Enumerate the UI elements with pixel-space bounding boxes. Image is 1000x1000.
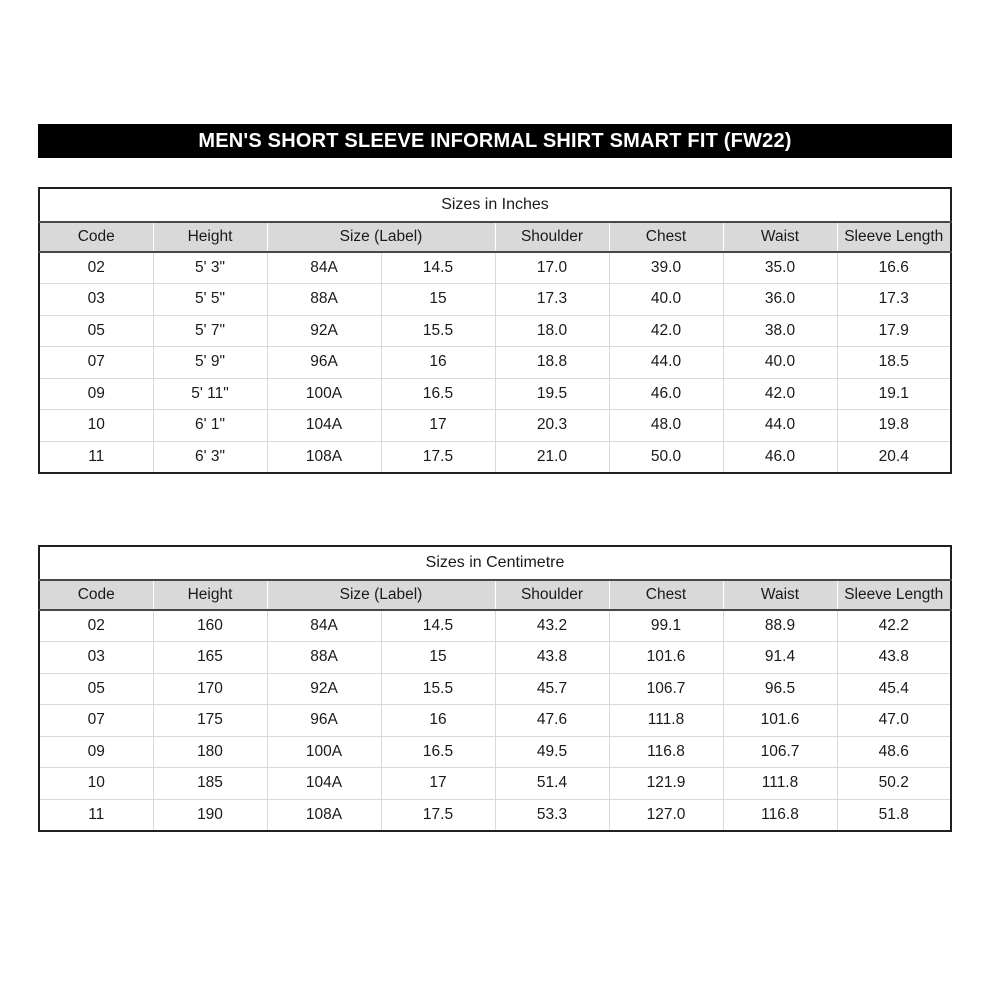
table-cell: 180 — [153, 736, 267, 768]
table-cell: 07 — [39, 347, 153, 379]
table-cell: 104A — [267, 768, 381, 800]
table-cell: 5' 3" — [153, 252, 267, 284]
table-row — [39, 768, 951, 800]
table-cell: 99.1 — [609, 610, 723, 642]
table-cell: 47.6 — [495, 705, 609, 737]
table-cell: 50.0 — [609, 441, 723, 473]
table-cell: 121.9 — [609, 768, 723, 800]
table-cell: 44.0 — [609, 347, 723, 379]
table-cell: 18.0 — [495, 315, 609, 347]
table-row — [39, 315, 951, 347]
table-cell: 15 — [381, 284, 495, 316]
table-cell: 18.5 — [837, 347, 951, 379]
table-cell: 5' 9" — [153, 347, 267, 379]
table-row — [39, 642, 951, 674]
table-cell: 108A — [267, 441, 381, 473]
table-cell: 48.0 — [609, 410, 723, 442]
column-header-code: Code — [39, 580, 153, 610]
table-cell: 106.7 — [609, 673, 723, 705]
table-cell: 45.4 — [837, 673, 951, 705]
table-cell: 48.6 — [837, 736, 951, 768]
table-cell: 17.5 — [381, 799, 495, 831]
table-cell: 35.0 — [723, 252, 837, 284]
table-cell: 111.8 — [723, 768, 837, 800]
table-caption: Sizes in Centimetre — [39, 546, 951, 580]
table-cell: 19.1 — [837, 378, 951, 410]
table-cell: 16 — [381, 705, 495, 737]
table-cell: 91.4 — [723, 642, 837, 674]
column-header-shoulder: Shoulder — [495, 580, 609, 610]
column-header-code: Code — [39, 222, 153, 252]
table-cell: 18.8 — [495, 347, 609, 379]
table-cell: 165 — [153, 642, 267, 674]
table-cell: 19.8 — [837, 410, 951, 442]
table-cell: 84A — [267, 610, 381, 642]
column-header-chest: Chest — [609, 580, 723, 610]
table-caption-row — [39, 188, 951, 222]
table-cell: 39.0 — [609, 252, 723, 284]
table-cell: 49.5 — [495, 736, 609, 768]
table-cell: 108A — [267, 799, 381, 831]
table-cell: 127.0 — [609, 799, 723, 831]
table-body — [39, 610, 951, 831]
table-header-row — [39, 222, 951, 252]
table-row — [39, 252, 951, 284]
table-cell: 96A — [267, 347, 381, 379]
table-cell: 05 — [39, 673, 153, 705]
table-cell: 88.9 — [723, 610, 837, 642]
table-cell: 10 — [39, 768, 153, 800]
table-cell: 14.5 — [381, 610, 495, 642]
table-cell: 45.7 — [495, 673, 609, 705]
table-cell: 07 — [39, 705, 153, 737]
table-row — [39, 736, 951, 768]
table-header-row — [39, 580, 951, 610]
table-cell: 106.7 — [723, 736, 837, 768]
column-header-sleeve-length: Sleeve Length — [837, 580, 951, 610]
table-cell: 40.0 — [723, 347, 837, 379]
table-cell: 5' 5" — [153, 284, 267, 316]
table-cell: 96A — [267, 705, 381, 737]
table-cell: 16.5 — [381, 736, 495, 768]
column-header-waist: Waist — [723, 222, 837, 252]
table-cell: 51.8 — [837, 799, 951, 831]
table-row — [39, 799, 951, 831]
table-cell: 84A — [267, 252, 381, 284]
table-cell: 17 — [381, 410, 495, 442]
table-cell: 111.8 — [609, 705, 723, 737]
table-cell: 88A — [267, 284, 381, 316]
table-cell: 92A — [267, 315, 381, 347]
table-cell: 15.5 — [381, 673, 495, 705]
table-cell: 03 — [39, 642, 153, 674]
table-cell: 11 — [39, 799, 153, 831]
table-row — [39, 347, 951, 379]
table-cell: 36.0 — [723, 284, 837, 316]
table-cell: 42.0 — [723, 378, 837, 410]
table-cell: 09 — [39, 736, 153, 768]
table-cell: 6' 1" — [153, 410, 267, 442]
table-cell: 17.3 — [837, 284, 951, 316]
table-cell: 160 — [153, 610, 267, 642]
table-cell: 16.5 — [381, 378, 495, 410]
table-cell: 16 — [381, 347, 495, 379]
table-cell: 02 — [39, 252, 153, 284]
table-cell: 44.0 — [723, 410, 837, 442]
table-caption-row — [39, 546, 951, 580]
column-header-shoulder: Shoulder — [495, 222, 609, 252]
table-cell: 100A — [267, 736, 381, 768]
table-cell: 03 — [39, 284, 153, 316]
table-cell: 40.0 — [609, 284, 723, 316]
table-cell: 47.0 — [837, 705, 951, 737]
table-cell: 185 — [153, 768, 267, 800]
table-row — [39, 284, 951, 316]
table-cell: 02 — [39, 610, 153, 642]
column-header-chest: Chest — [609, 222, 723, 252]
table-cell: 46.0 — [609, 378, 723, 410]
table-cell: 11 — [39, 441, 153, 473]
table-cell: 43.8 — [837, 642, 951, 674]
table-cell: 88A — [267, 642, 381, 674]
table-cell: 101.6 — [723, 705, 837, 737]
table-cell: 17.5 — [381, 441, 495, 473]
table-cell: 17.0 — [495, 252, 609, 284]
table-cell: 20.3 — [495, 410, 609, 442]
table-cell: 101.6 — [609, 642, 723, 674]
column-header-height: Height — [153, 580, 267, 610]
table-row — [39, 378, 951, 410]
table-cell: 6' 3" — [153, 441, 267, 473]
column-header-height: Height — [153, 222, 267, 252]
table-cell: 116.8 — [609, 736, 723, 768]
table-cell: 5' 11" — [153, 378, 267, 410]
table-cell: 175 — [153, 705, 267, 737]
table-row — [39, 705, 951, 737]
column-header-sleeve-length: Sleeve Length — [837, 222, 951, 252]
table-row — [39, 673, 951, 705]
table-row — [39, 441, 951, 473]
table-cell: 17 — [381, 768, 495, 800]
table-cell: 14.5 — [381, 252, 495, 284]
table-cell: 50.2 — [837, 768, 951, 800]
table-cell: 42.0 — [609, 315, 723, 347]
table-cell: 15 — [381, 642, 495, 674]
table-cell: 116.8 — [723, 799, 837, 831]
table-cell: 05 — [39, 315, 153, 347]
page-title: MEN'S SHORT SLEEVE INFORMAL SHIRT SMART FIT (FW22) — [198, 129, 792, 152]
table-cell: 51.4 — [495, 768, 609, 800]
table-cell: 38.0 — [723, 315, 837, 347]
table-cell: 5' 7" — [153, 315, 267, 347]
table-cell: 10 — [39, 410, 153, 442]
table-cell: 43.8 — [495, 642, 609, 674]
table-cell: 53.3 — [495, 799, 609, 831]
table-body — [39, 252, 951, 473]
table-cell: 170 — [153, 673, 267, 705]
table-cell: 15.5 — [381, 315, 495, 347]
table-cell: 46.0 — [723, 441, 837, 473]
table-cell: 20.4 — [837, 441, 951, 473]
page-title-banner — [38, 124, 952, 158]
table-cell: 100A — [267, 378, 381, 410]
table-row — [39, 610, 951, 642]
column-header-waist: Waist — [723, 580, 837, 610]
table-cell: 17.9 — [837, 315, 951, 347]
column-header-size-label: Size (Label) — [267, 222, 495, 252]
table-cell: 96.5 — [723, 673, 837, 705]
table-cell: 09 — [39, 378, 153, 410]
table-cell: 104A — [267, 410, 381, 442]
table-cell: 42.2 — [837, 610, 951, 642]
table-caption: Sizes in Inches — [39, 188, 951, 222]
sizes-in-inches-table — [38, 187, 952, 474]
table-cell: 19.5 — [495, 378, 609, 410]
table-cell: 17.3 — [495, 284, 609, 316]
table-cell: 21.0 — [495, 441, 609, 473]
table-cell: 16.6 — [837, 252, 951, 284]
column-header-size-label: Size (Label) — [267, 580, 495, 610]
table-cell: 92A — [267, 673, 381, 705]
table-cell: 43.2 — [495, 610, 609, 642]
sizes-in-centimetre-table — [38, 545, 952, 832]
table-cell: 190 — [153, 799, 267, 831]
table-row — [39, 410, 951, 442]
